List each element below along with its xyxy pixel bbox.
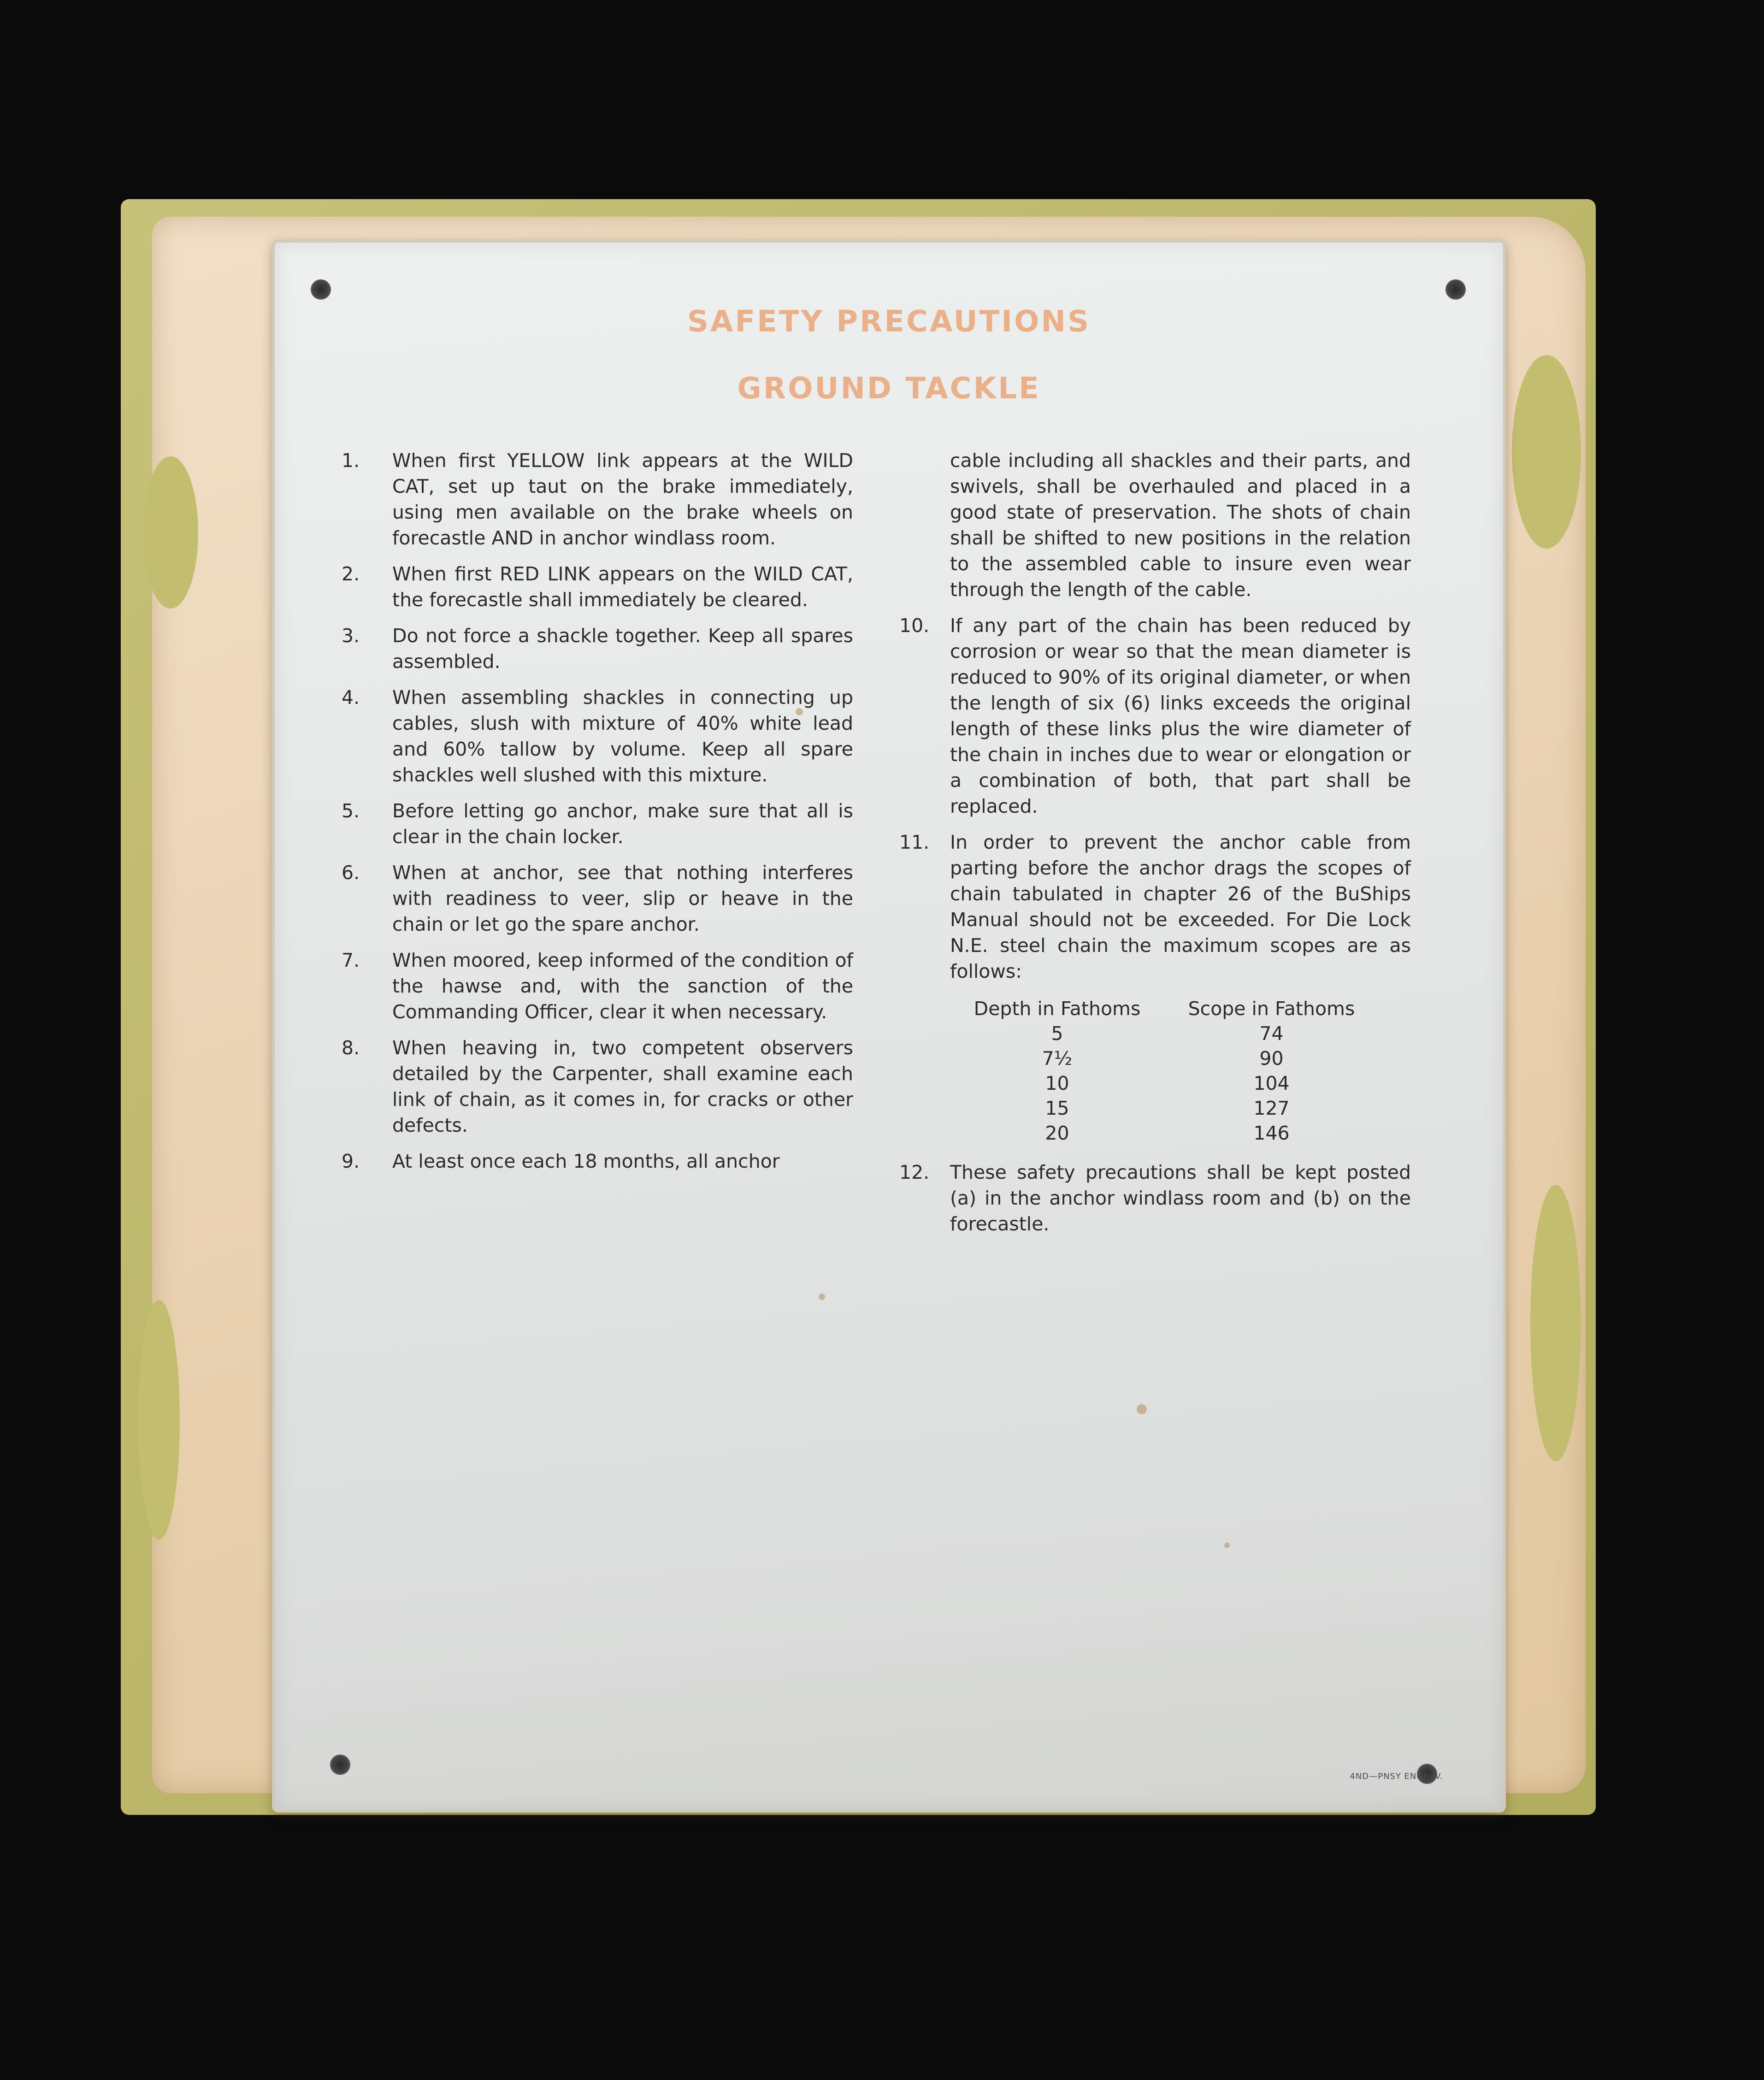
item-number: 7. <box>342 949 360 971</box>
item-text: If any part of the chain has been reduced by corrosion or wear so that the mean diameter is reduced to 90% of its original diameter, or when the length of six (6) links exceeds the original length of these links plus the wire diameter of the chain in inches due to wear or elongation or a combination of both, that part shall be replaced. <box>950 615 1411 817</box>
item-text: When at anchor, see that nothing interferes with readiness to veer, slip or heave in the chain or let go the spare anchor. <box>392 862 853 935</box>
item-number: 9. <box>342 1150 360 1172</box>
depth-cell: 15 <box>1045 1097 1069 1119</box>
paint-chip <box>1512 355 1581 549</box>
precaution-item <box>899 1159 1411 1237</box>
precaution-item <box>342 448 853 551</box>
item-text: At least once each 18 months, all anchor <box>392 1150 780 1172</box>
item-text: When assembling shackles in connecting up cables, slush with mixture of 40% white lead and 60% tallow by volume. Keep all spare shackles well slushed with this mixture. <box>392 686 853 786</box>
precaution-item <box>342 561 853 613</box>
table-row <box>950 1021 1379 1046</box>
item-number: 1. <box>342 449 360 472</box>
item-number: 3. <box>342 625 360 647</box>
paint-chip <box>138 1300 180 1540</box>
paint-chip <box>1530 1185 1581 1461</box>
enamel-plate <box>272 240 1506 1813</box>
depth-cell: 7½ <box>1042 1047 1073 1070</box>
item-text: When first YELLOW link appears at the WILD CAT, set up taut on the brake immediately, using men available on the brake wheels on forecastle AND in anchor windlass room. <box>392 449 853 549</box>
paint-chip <box>143 456 198 609</box>
item-text: In order to prevent the anchor cable from parting before the anchor drags the scopes of chain tabulated in chapter 26 of the BuShips Manual should not be exceeded. For Die Lock N.E. steel chain the maximum scopes are as follows: <box>950 831 1411 982</box>
scope-cell: 104 <box>1253 1072 1290 1094</box>
table-row <box>950 1096 1379 1121</box>
item-number: 11. <box>899 831 930 853</box>
item-text: When moored, keep informed of the condition of the hawse and, with the sanction of the Commanding Officer, clear it when necessary. <box>392 949 853 1023</box>
scope-table <box>950 996 1379 1146</box>
table-header-row <box>950 996 1379 1021</box>
precaution-item <box>342 685 853 788</box>
rust-spot <box>1137 1404 1147 1414</box>
engraver-imprint: 4ND—PNSY ENGRAV. <box>1350 1772 1443 1781</box>
precaution-item <box>899 613 1411 819</box>
screw-hole-bottom-left <box>330 1755 350 1775</box>
item-number: 8. <box>342 1037 360 1059</box>
rust-spot <box>819 1294 825 1300</box>
item-9-continuation: cable including all shackles and their parts, and swivels, shall be overhauled and placed in a good state of preservation. The shots of chain shall be shifted to new positions in the relation to the assembled cable to insure even wear through the length of the cable. <box>950 449 1411 601</box>
precaution-item <box>899 829 1411 984</box>
column-header-depth: Depth in Fathoms <box>973 998 1141 1020</box>
screw-hole-top-right <box>1445 279 1466 300</box>
scope-cell: 127 <box>1253 1097 1290 1119</box>
table-row <box>950 1071 1379 1096</box>
depth-cell: 5 <box>1051 1022 1063 1045</box>
item-text: When first RED LINK appears on the WILD CAT, the forecastle shall immediately be cleared. <box>392 563 853 611</box>
screw-hole-top-left <box>311 279 331 300</box>
item-number: 6. <box>342 862 360 884</box>
right-column <box>899 448 1411 1247</box>
depth-cell: 20 <box>1045 1122 1069 1144</box>
plate-title: SAFETY PRECAUTIONS <box>687 305 1091 339</box>
item-text: When heaving in, two competent observers detailed by the Carpenter, shall examine each link of chain, as it comes in, for cracks or other defects. <box>392 1037 853 1136</box>
item-number: 5. <box>342 800 360 822</box>
precaution-item <box>342 1035 853 1138</box>
precaution-item <box>342 947 853 1025</box>
item-text: These safety precautions shall be kept posted (a) in the anchor windlass room and (b) on the forecastle. <box>950 1161 1411 1235</box>
table-row <box>950 1121 1379 1146</box>
item-number: 4. <box>342 686 360 709</box>
depth-cell: 10 <box>1045 1072 1069 1094</box>
scope-cell: 146 <box>1253 1122 1290 1144</box>
scope-cell: 74 <box>1259 1022 1284 1045</box>
scope-cell: 90 <box>1259 1047 1284 1070</box>
item-text: Do not force a shackle together. Keep all spares assembled. <box>392 625 853 673</box>
plate-subtitle: GROUND TACKLE <box>737 372 1041 406</box>
table-row <box>950 1046 1379 1071</box>
precaution-item <box>342 860 853 937</box>
column-header-scope: Scope in Fathoms <box>1188 998 1355 1020</box>
item-number: 2. <box>342 563 360 585</box>
left-column <box>342 448 853 1184</box>
item-number: 12. <box>899 1161 930 1183</box>
item-number: 10. <box>899 615 930 637</box>
precaution-item <box>342 798 853 850</box>
item-text: Before letting go anchor, make sure that all is clear in the chain locker. <box>392 800 853 848</box>
rust-spot <box>1224 1542 1230 1548</box>
precaution-item <box>342 623 853 674</box>
precaution-item <box>342 1148 853 1174</box>
